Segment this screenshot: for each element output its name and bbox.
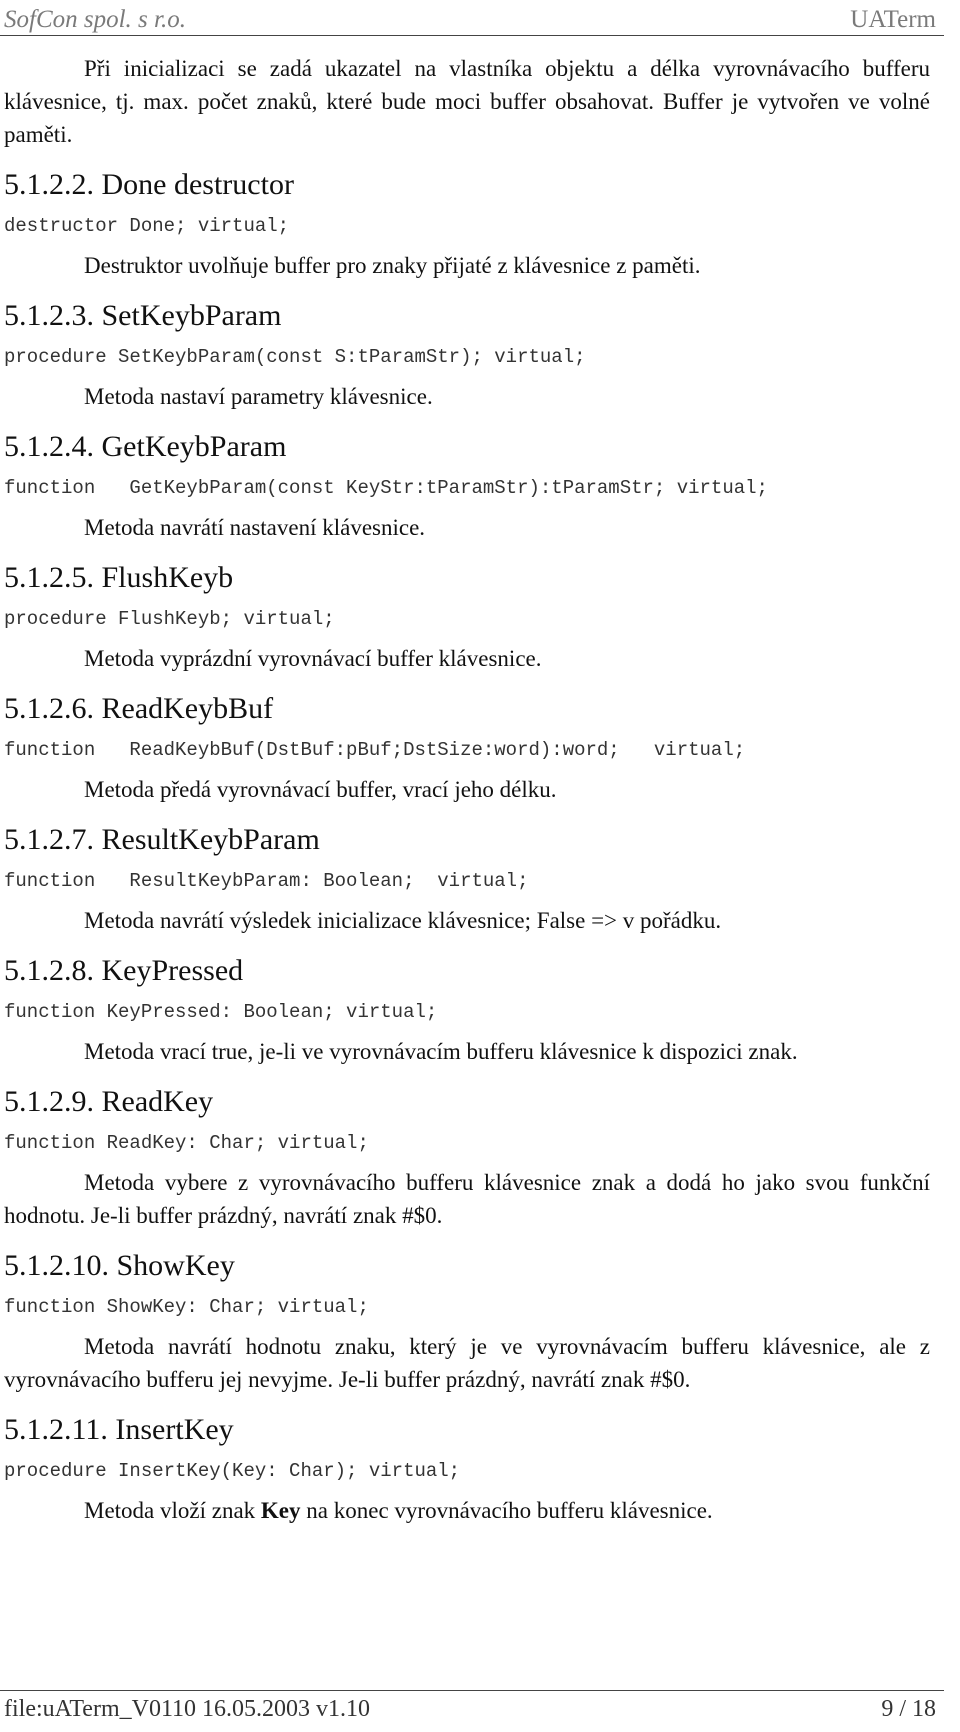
footer-page-number: 9 / 18 xyxy=(881,1696,936,1722)
section-description: Metoda navrátí hodnotu znaku, který je ve vyrovnávacím bufferu klávesnice, ale z vyrovnávacího bufferu jej nevyjme. Je-li buffer prázdný, navrátí znak #$0. xyxy=(4,1334,930,1392)
section-description: Metoda navrátí výsledek inicializace klávesnice; False => v pořádku. xyxy=(84,908,722,933)
intro-paragraph: Při inicializaci se zadá ukazatel na vlastníka objektu a délka vyrovnávacího bufferu klávesnice, tj. max. počet znaků, které bude moci buffer obsahovat. Buffer je vytvořen ve volné paměti. xyxy=(4,56,930,147)
section-description: Metoda navrátí nastavení klávesnice. xyxy=(84,515,426,540)
code-signature: procedure FlushKeyb; virtual; xyxy=(4,608,335,630)
code-signature: function ReadKeybBuf(DstBuf:pBuf;DstSize:word):word; virtual; xyxy=(4,739,746,761)
footer-file-info: file:uATerm_V0110 16.05.2003 v1.10 xyxy=(4,1696,371,1722)
code-signature: function ResultKeybParam: Boolean; virtual; xyxy=(4,870,529,892)
section-insertkey xyxy=(4,1410,930,1527)
section-heading: 5.1.2.9. ReadKey xyxy=(4,1085,214,1118)
code-signature: function ShowKey: Char; virtual; xyxy=(4,1296,369,1318)
section-description: Metoda předá vyrovnávací buffer, vrací jeho délku. xyxy=(84,777,557,802)
description-text: na konec vyrovnávacího bufferu klávesnice. xyxy=(300,1498,713,1523)
section-heading: 5.1.2.7. ResultKeybParam xyxy=(4,823,320,856)
page-footer xyxy=(0,1690,944,1726)
code-signature: function GetKeybParam(const KeyStr:tParamStr):tParamStr; virtual; xyxy=(4,477,768,499)
section-resultkeybparam xyxy=(4,820,930,937)
section-heading: 5.1.2.8. KeyPressed xyxy=(4,954,244,987)
section-description: Metoda nastaví parametry klávesnice. xyxy=(84,384,433,409)
description-text: Metoda vloží znak xyxy=(84,1498,261,1523)
section-heading: 5.1.2.5. FlushKeyb xyxy=(4,561,234,594)
section-heading: 5.1.2.2. Done destructor xyxy=(4,168,294,201)
document-body xyxy=(4,52,930,1527)
section-showkey xyxy=(4,1246,930,1396)
section-heading: 5.1.2.11. InsertKey xyxy=(4,1413,234,1446)
code-signature: function ReadKey: Char; virtual; xyxy=(4,1132,369,1154)
section-done-destructor xyxy=(4,165,930,282)
section-heading: 5.1.2.10. ShowKey xyxy=(4,1249,235,1282)
code-signature: destructor Done; virtual; xyxy=(4,215,290,237)
section-description: Metoda vrací true, je-li ve vyrovnávacím bufferu klávesnice k dispozici znak. xyxy=(84,1039,798,1064)
section-description: Metoda vyprázdní vyrovnávací buffer klávesnice. xyxy=(84,646,542,671)
header-product: UATerm xyxy=(850,6,936,33)
section-readkey xyxy=(4,1082,930,1232)
section-getkeybparam xyxy=(4,427,930,544)
section-flushkeyb xyxy=(4,558,930,675)
code-signature: procedure SetKeybParam(const S:tParamStr); virtual; xyxy=(4,346,586,368)
header-company: SofCon spol. s r.o. xyxy=(4,6,186,33)
section-heading: 5.1.2.4. GetKeybParam xyxy=(4,430,287,463)
section-heading: 5.1.2.6. ReadKeybBuf xyxy=(4,692,274,725)
section-setkeybparam xyxy=(4,296,930,413)
code-signature: procedure InsertKey(Key: Char); virtual; xyxy=(4,1460,461,1482)
key-emphasis: Key xyxy=(260,1498,301,1523)
section-description: Metoda vybere z vyrovnávacího bufferu klávesnice znak a dodá ho jako svou funkční hodnotu. Je-li buffer prázdný, navrátí znak #$0. xyxy=(4,1170,930,1228)
page-header xyxy=(0,0,944,36)
code-signature: function KeyPressed: Boolean; virtual; xyxy=(4,1001,438,1023)
section-keypressed xyxy=(4,951,930,1068)
section-readkeybbuf xyxy=(4,689,930,806)
section-description xyxy=(4,1494,930,1527)
section-heading: 5.1.2.3. SetKeybParam xyxy=(4,299,282,332)
section-description: Destruktor uvolňuje buffer pro znaky přijaté z klávesnice z paměti. xyxy=(84,253,701,278)
